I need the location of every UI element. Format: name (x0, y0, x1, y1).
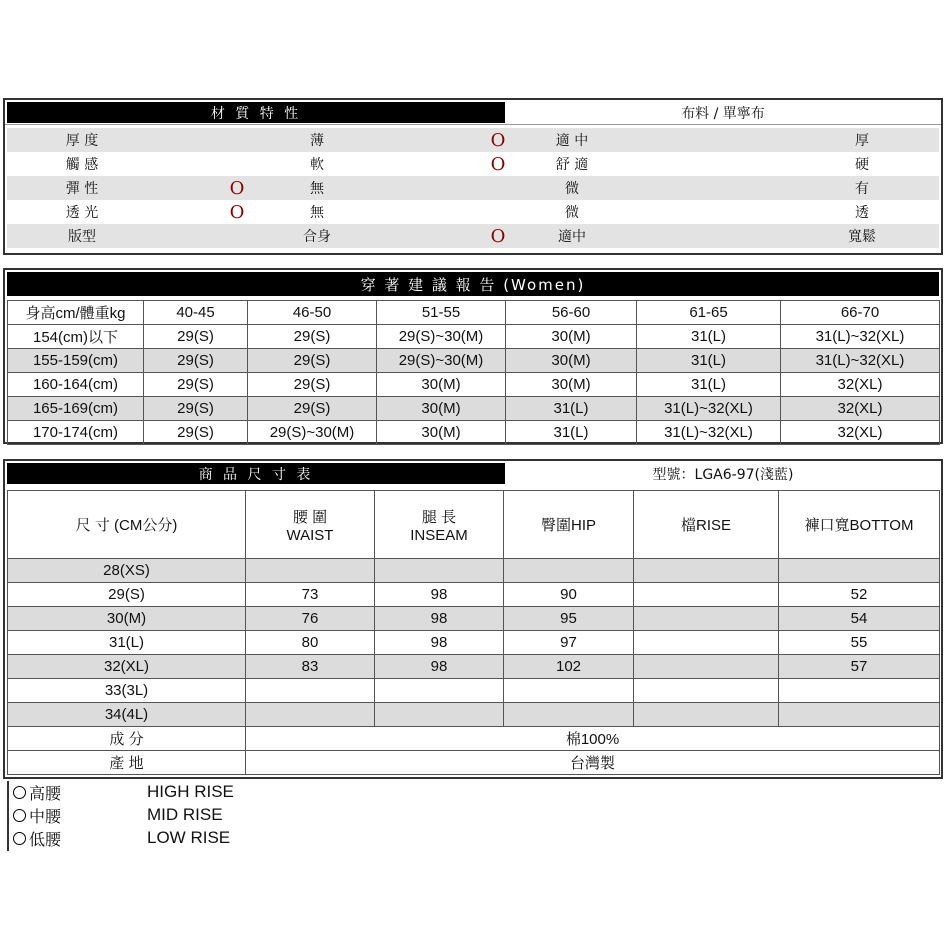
recommend-cell: 31(L)~32(XL) (637, 397, 781, 421)
selection-mark: O (490, 129, 506, 151)
material-high: 有 (855, 181, 869, 197)
recommend-cell: 30(M) (506, 325, 637, 349)
size-value (634, 559, 779, 583)
size-value (246, 679, 375, 703)
size-value: 73 (246, 583, 375, 607)
size-label: 33(3L) (8, 679, 246, 703)
size-value: 52 (779, 583, 940, 607)
size-label: 34(4L) (8, 703, 246, 727)
info-label: 成 分 (8, 727, 246, 751)
recommend-cell: 29(S)~30(M) (377, 325, 506, 349)
selection-mark (473, 200, 523, 224)
recommend-cell: 29(S) (144, 397, 248, 421)
recommend-cell: 29(S)~30(M) (377, 349, 506, 373)
material-row (7, 200, 939, 224)
hip-col-header: 臀圍HIP (504, 491, 634, 559)
size-header-row (8, 491, 940, 559)
size-value (779, 703, 940, 727)
material-low: 無 (310, 181, 324, 197)
rise-col-header: 檔RISE (634, 491, 779, 559)
recommend-cell: 31(L) (637, 325, 781, 349)
bottom-col-header: 褲口寬BOTTOM (779, 491, 940, 559)
size-chart-section (3, 459, 943, 779)
circle-icon (13, 809, 26, 822)
size-value (504, 679, 634, 703)
recommend-cell: 29(S) (144, 325, 248, 349)
recommend-row (8, 397, 940, 421)
size-value (779, 559, 940, 583)
recommend-cell: 29(S) (248, 349, 377, 373)
size-value (634, 655, 779, 679)
size-value (634, 583, 779, 607)
size-value: 90 (504, 583, 634, 607)
material-properties-section (3, 98, 943, 255)
circle-icon (13, 786, 26, 799)
material-high: 硬 (855, 157, 869, 173)
material-low: 無 (310, 205, 324, 221)
recommend-cell: 29(S) (144, 349, 248, 373)
size-value (246, 559, 375, 583)
legend-high-en: HIGH RISE (147, 782, 234, 801)
size-value (375, 703, 504, 727)
material-low: 軟 (310, 157, 324, 173)
composition-row (8, 727, 940, 751)
legend-low-en: LOW RISE (147, 828, 231, 847)
recommend-cell: 160-164(cm) (8, 373, 144, 397)
size-value: 76 (246, 607, 375, 631)
size-title-row (5, 461, 941, 486)
size-title: 商 品 尺 寸 表 (7, 463, 505, 484)
recommend-row (8, 373, 940, 397)
size-row (8, 703, 940, 727)
recommend-cell: 29(S) (248, 373, 377, 397)
size-row (8, 583, 940, 607)
circle-icon (13, 832, 26, 845)
size-row (8, 607, 940, 631)
recommend-cell: 32(XL) (781, 421, 940, 445)
material-name: 厚 度 (65, 133, 99, 149)
material-high: 透 (855, 205, 869, 221)
recommend-cell: 31(L) (637, 349, 781, 373)
size-label: 30(M) (8, 607, 246, 631)
size-value (375, 679, 504, 703)
selection-mark: O (490, 225, 506, 247)
selection-mark (473, 176, 523, 200)
size-value (504, 559, 634, 583)
size-value: 102 (504, 655, 634, 679)
material-mid: 舒 適 (555, 157, 589, 173)
material-row (7, 224, 939, 248)
recommend-cell: 31(L) (637, 373, 781, 397)
recommend-cell: 29(S) (144, 373, 248, 397)
size-value: 57 (779, 655, 940, 679)
legend-high: 高腰 (13, 781, 61, 803)
inseam-col-header: 腿 長 INSEAM (375, 491, 504, 559)
material-name: 版型 (68, 229, 96, 245)
size-value (634, 679, 779, 703)
model-number: 型號：LGA6-97(淺藍) (652, 466, 794, 483)
recommend-cell: 身高cm/體重kg (8, 301, 144, 325)
material-mid: 適 中 (555, 133, 589, 149)
material-name: 透 光 (65, 205, 99, 221)
info-value: 台灣製 (246, 751, 940, 775)
material-name: 彈 性 (65, 181, 99, 197)
legend-low: 低腰 (13, 827, 61, 849)
size-value: 80 (246, 631, 375, 655)
size-value: 98 (375, 631, 504, 655)
recommend-cell: 32(XL) (781, 373, 940, 397)
size-row (8, 559, 940, 583)
size-value: 97 (504, 631, 634, 655)
recommend-cell: 30(M) (377, 421, 506, 445)
size-row (8, 655, 940, 679)
size-label: 31(L) (8, 631, 246, 655)
size-value (504, 703, 634, 727)
waist-col-header: 腰 圍 WAIST (246, 491, 375, 559)
recommend-cell: 170-174(cm) (8, 421, 144, 445)
recommend-cell: 31(L)~32(XL) (781, 325, 940, 349)
material-high: 厚 (855, 133, 869, 149)
recommend-row (8, 349, 940, 373)
size-row (8, 631, 940, 655)
recommend-cell: 66-70 (781, 301, 940, 325)
selection-mark: O (490, 153, 506, 175)
recommend-row (8, 421, 940, 445)
material-mid: 適中 (558, 229, 586, 245)
size-value (634, 631, 779, 655)
info-label: 產 地 (8, 751, 246, 775)
material-name: 觸 感 (65, 157, 99, 173)
recommend-cell: 32(XL) (781, 397, 940, 421)
size-label: 32(XL) (8, 655, 246, 679)
material-title-row (5, 100, 941, 125)
size-value: 98 (375, 655, 504, 679)
recommend-header-row (8, 301, 940, 325)
size-value (779, 679, 940, 703)
recommend-cell: 31(L) (506, 397, 637, 421)
fabric-label: 布料 / 單寧布 (681, 105, 765, 122)
size-value: 54 (779, 607, 940, 631)
recommend-cell: 56-60 (506, 301, 637, 325)
size-table (7, 490, 940, 775)
recommend-cell: 30(M) (377, 373, 506, 397)
recommend-cell: 155-159(cm) (8, 349, 144, 373)
recommend-cell: 31(L) (506, 421, 637, 445)
origin-row (8, 751, 940, 775)
size-value (246, 703, 375, 727)
recommend-cell: 29(S)~30(M) (248, 421, 377, 445)
size-row (8, 679, 940, 703)
material-high: 寬鬆 (848, 229, 876, 245)
size-value (634, 703, 779, 727)
recommend-cell: 30(M) (506, 349, 637, 373)
material-row (7, 128, 939, 152)
selection-mark (212, 128, 262, 152)
recommend-title: 穿 著 建 議 報 告 (Women) (7, 272, 939, 296)
recommend-cell: 29(S) (144, 421, 248, 445)
legend-mid: 中腰 (13, 804, 61, 826)
material-row (7, 152, 939, 176)
recommend-cell: 30(M) (506, 373, 637, 397)
recommend-cell: 29(S) (248, 397, 377, 421)
size-value: 98 (375, 583, 504, 607)
recommend-cell: 30(M) (377, 397, 506, 421)
recommend-cell: 165-169(cm) (8, 397, 144, 421)
size-value (375, 559, 504, 583)
material-low: 薄 (310, 133, 324, 149)
recommend-cell: 29(S) (248, 325, 377, 349)
material-title: 材 質 特 性 (7, 102, 505, 123)
recommend-cell: 61-65 (637, 301, 781, 325)
recommend-row (8, 325, 940, 349)
selection-mark: O (229, 201, 245, 223)
recommend-table (7, 300, 940, 445)
selection-mark: O (229, 177, 245, 199)
size-value: 98 (375, 607, 504, 631)
selection-mark (212, 224, 262, 248)
material-mid: 微 (565, 181, 579, 197)
material-low: 合身 (303, 229, 331, 245)
info-value: 棉100% (246, 727, 940, 751)
selection-mark (212, 152, 262, 176)
recommend-cell: 154(cm)以下 (8, 325, 144, 349)
size-value: 95 (504, 607, 634, 631)
recommend-cell: 31(L)~32(XL) (781, 349, 940, 373)
size-col-header: 尺 寸 (CM公分) (8, 491, 246, 559)
recommend-cell: 51-55 (377, 301, 506, 325)
recommend-cell: 46-50 (248, 301, 377, 325)
size-label: 29(S) (8, 583, 246, 607)
rise-legend (7, 781, 247, 851)
fit-recommendation-section (3, 268, 943, 444)
material-mid: 微 (565, 205, 579, 221)
size-value (634, 607, 779, 631)
recommend-cell: 40-45 (144, 301, 248, 325)
recommend-cell: 31(L)~32(XL) (637, 421, 781, 445)
material-row (7, 176, 939, 200)
size-value: 55 (779, 631, 940, 655)
size-value: 83 (246, 655, 375, 679)
size-label: 28(XS) (8, 559, 246, 583)
legend-mid-en: MID RISE (147, 805, 223, 824)
